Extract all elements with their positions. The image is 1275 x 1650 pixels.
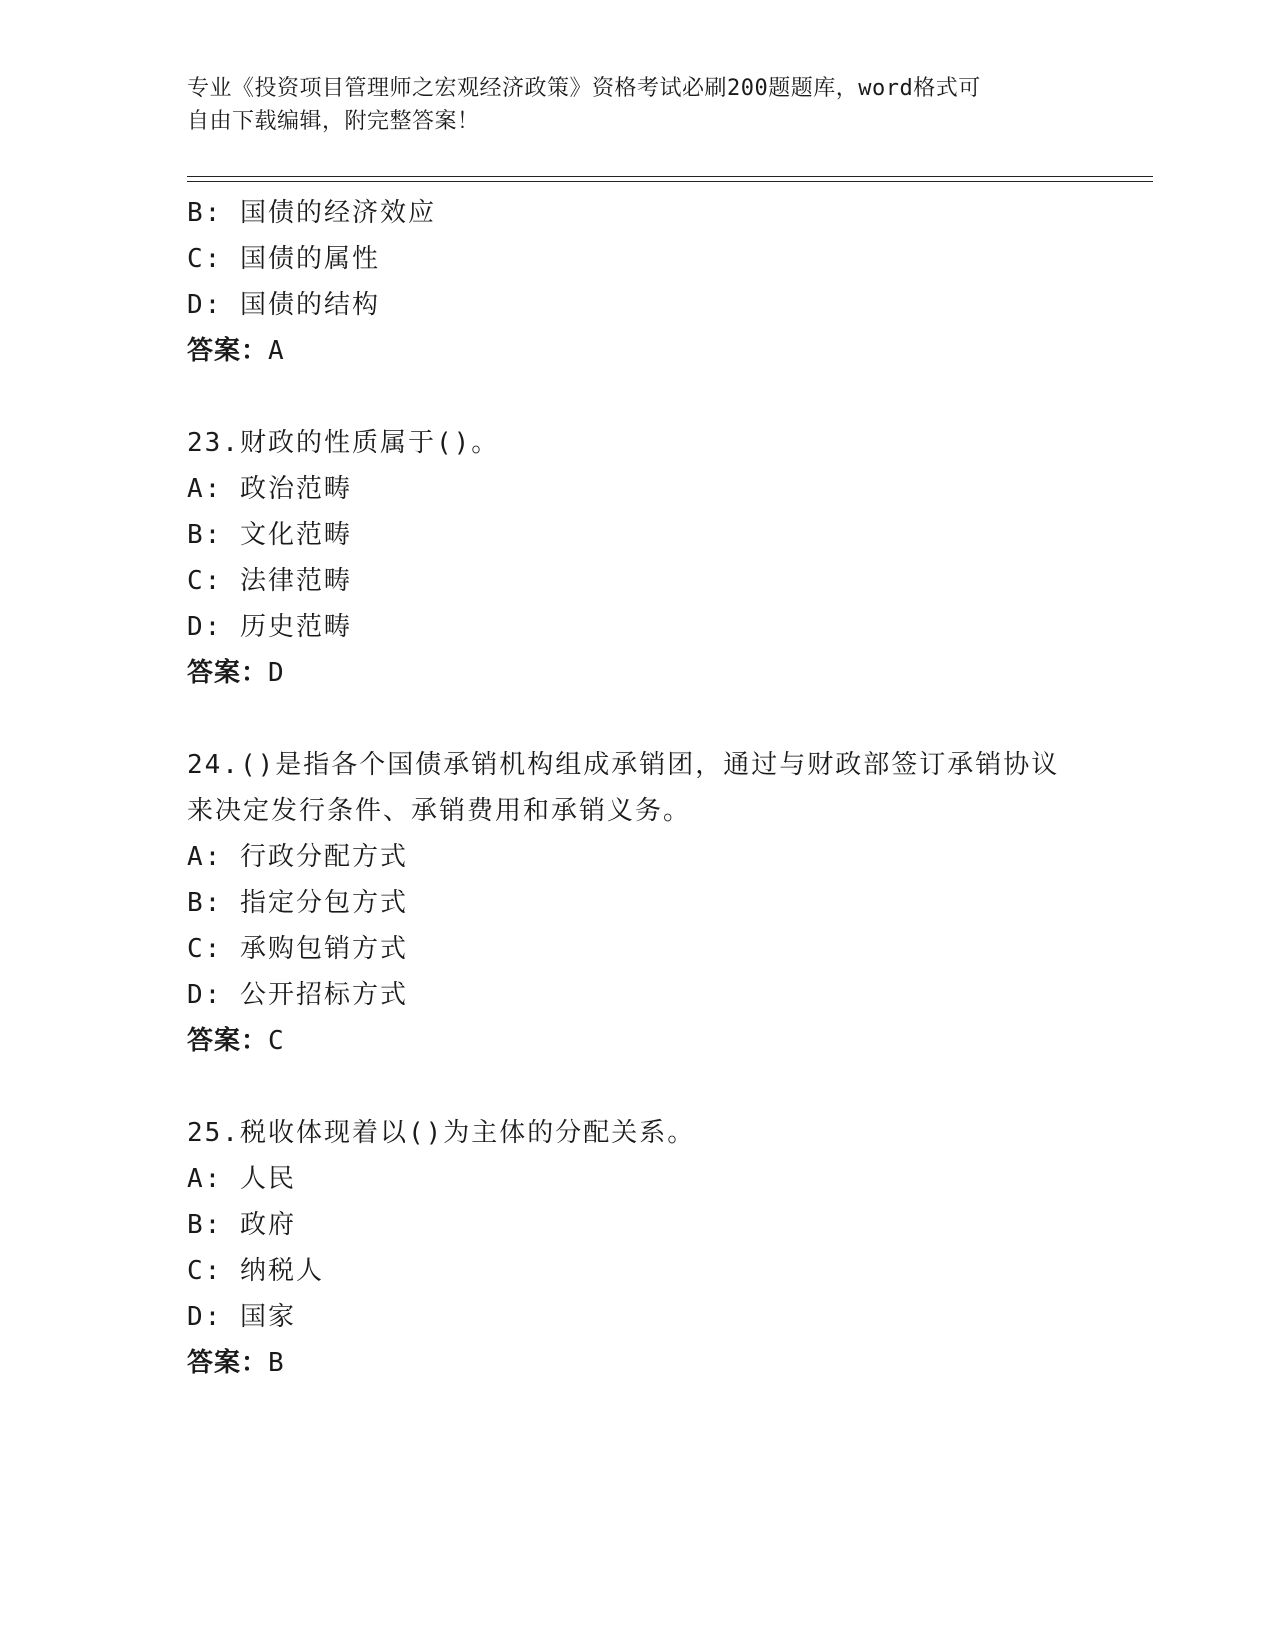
answer-label: 答案： [187, 658, 269, 688]
answer-line [187, 328, 1147, 374]
answer-line [187, 650, 1147, 696]
option-d: D: 历史范畴 [187, 612, 352, 642]
question-24 [187, 742, 1147, 1064]
answer-label: 答案： [187, 336, 269, 366]
answer-value: D [268, 658, 285, 688]
spacer [187, 374, 1147, 420]
option-a: A: 人民 [187, 1164, 296, 1194]
option-b: B: 指定分包方式 [187, 888, 408, 918]
answer-value: A [268, 336, 285, 366]
answer-line [187, 1018, 1147, 1064]
spacer [187, 696, 1147, 742]
spacer [187, 1064, 1147, 1110]
question-25 [187, 1110, 1147, 1386]
option-b: B: 文化范畴 [187, 520, 352, 550]
question-list [187, 190, 1147, 1386]
option-b: B: 政府 [187, 1210, 296, 1240]
document-header [187, 72, 1067, 138]
header-divider-bottom [187, 181, 1153, 182]
option-b: B: 国债的经济效应 [187, 198, 436, 228]
option-a: A: 政治范畴 [187, 474, 352, 504]
header-line-1: 专业《投资项目管理师之宏观经济政策》资格考试必刷200题题库，word格式可 [187, 76, 981, 101]
option-c: C: 承购包销方式 [187, 934, 408, 964]
question-stem-line-1: 24.()是指各个国债承销机构组成承销团，通过与财政部签订承销协议 [187, 750, 1060, 780]
question-stem: 23.财政的性质属于()。 [187, 428, 500, 458]
answer-line [187, 1340, 1147, 1386]
option-d: D: 国家 [187, 1302, 296, 1332]
answer-value: B [268, 1348, 285, 1378]
answer-label: 答案： [187, 1026, 269, 1056]
header-line-2: 自由下载编辑，附完整答案！ [187, 109, 480, 134]
option-c: C: 纳税人 [187, 1256, 324, 1286]
question-stem-line-2: 来决定发行条件、承销费用和承销义务。 [187, 796, 692, 826]
question-22-continued [187, 190, 1147, 374]
option-a: A: 行政分配方式 [187, 842, 408, 872]
answer-label: 答案： [187, 1348, 269, 1378]
option-c: C: 国债的属性 [187, 244, 380, 274]
option-d: D: 国债的结构 [187, 290, 380, 320]
question-23 [187, 420, 1147, 696]
header-divider-top [187, 176, 1153, 177]
option-c: C: 法律范畴 [187, 566, 352, 596]
answer-value: C [268, 1026, 285, 1056]
question-stem: 25.税收体现着以()为主体的分配关系。 [187, 1118, 696, 1148]
option-d: D: 公开招标方式 [187, 980, 408, 1010]
